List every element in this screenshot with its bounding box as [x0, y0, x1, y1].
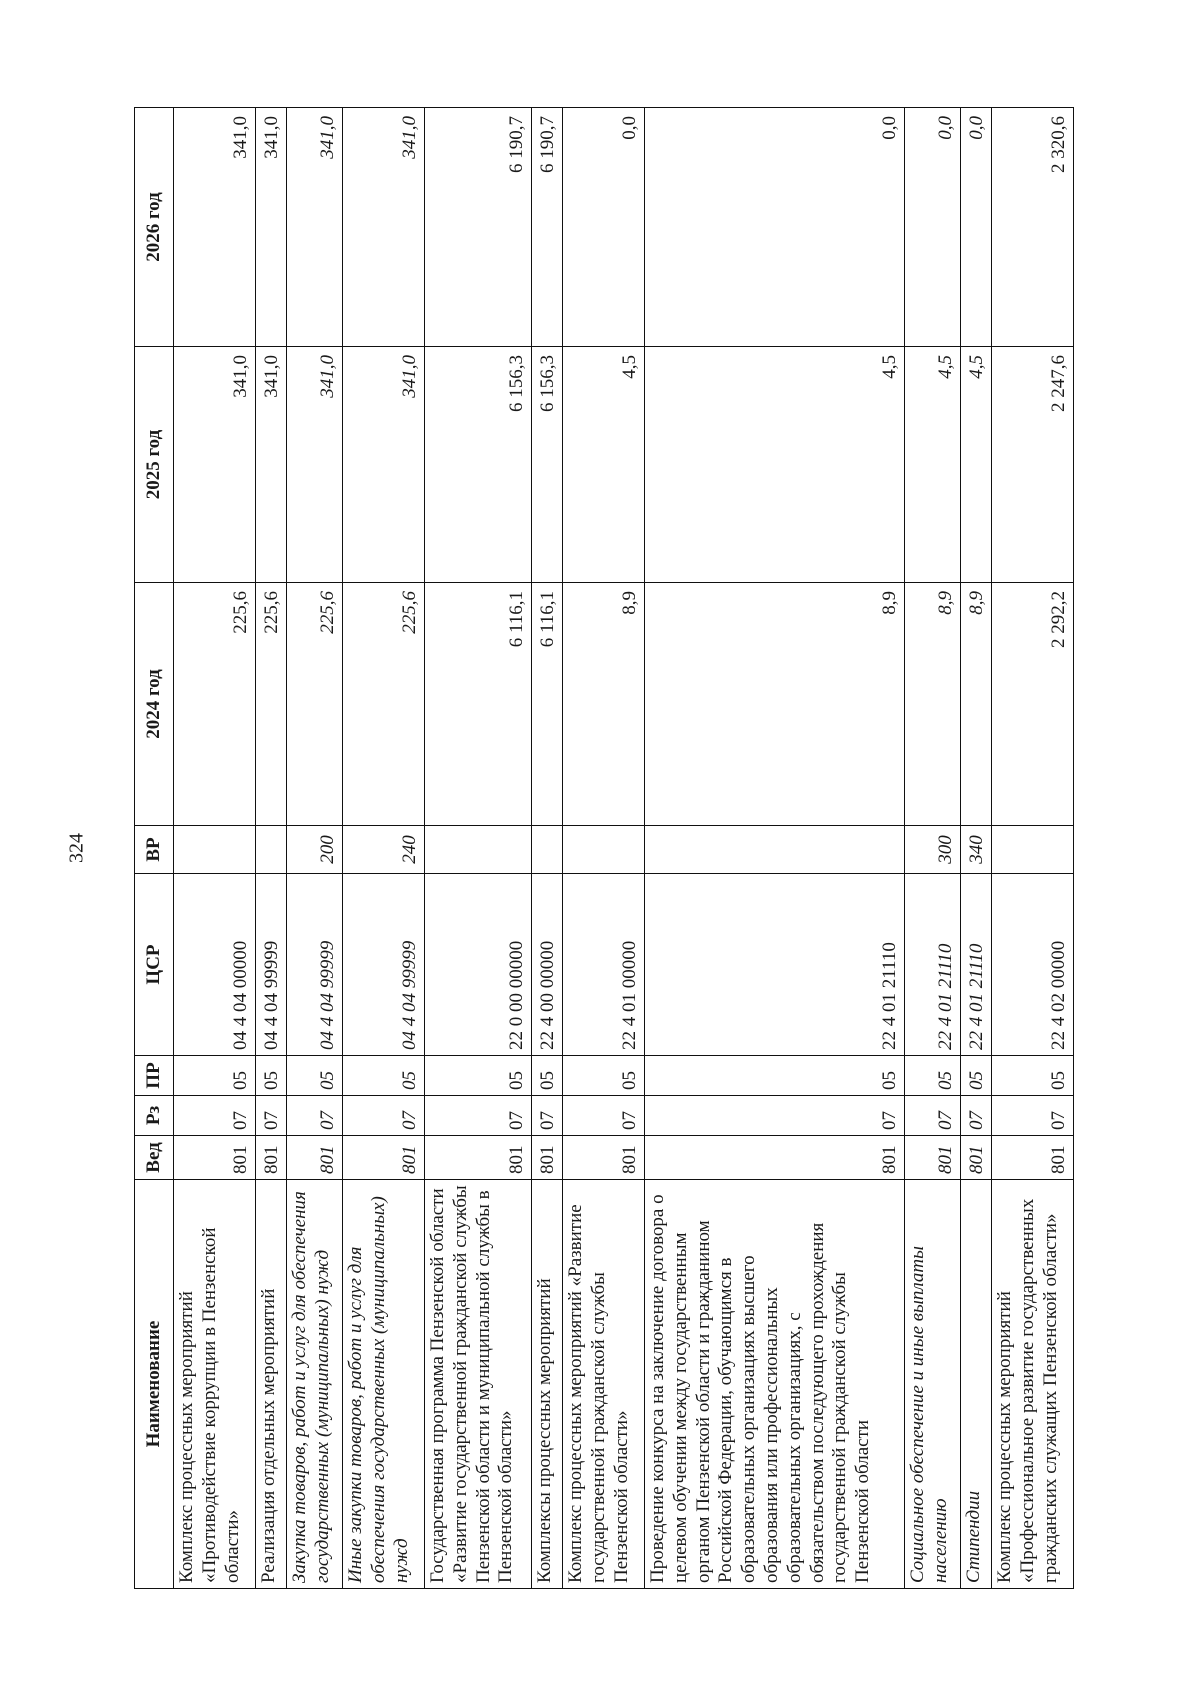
row-2025-cell: 6 156,3: [425, 347, 532, 583]
row-pr-cell: 05: [904, 1056, 960, 1096]
row-2026-cell: 341,0: [174, 108, 256, 347]
row-rz-cell: 07: [904, 1096, 960, 1136]
header-rz: Рз: [135, 1096, 174, 1136]
rotated-table-frame: [134, 108, 1074, 1589]
row-vr-cell: 200: [286, 826, 342, 874]
row-name-cell: Комплекс процессных мероприятий «Профессиональное развитие государственных гражданских служащих Пензенской области»: [992, 1180, 1074, 1589]
row-rz-cell: 07: [343, 1096, 425, 1136]
header-pr: ПР: [135, 1056, 174, 1096]
row-2024-cell: 225,6: [174, 583, 256, 826]
row-rz-cell: 07: [992, 1096, 1074, 1136]
table-header-row: [135, 108, 174, 1589]
row-name-cell: Реализация отдельных мероприятий: [255, 1180, 286, 1589]
row-vr-cell: 240: [343, 826, 425, 874]
header-2025: 2025 год: [135, 347, 174, 583]
row-vr-cell: [255, 826, 286, 874]
page-number: 324: [65, 833, 88, 863]
header-csr: ЦСР: [135, 874, 174, 1056]
row-2024-cell: 225,6: [286, 583, 342, 826]
row-name-cell: Государственная программа Пензенской области «Развитие государственной гражданской службы Пензенской области и муниципальной службы в Пензенской области»: [425, 1180, 532, 1589]
row-name-cell: Социальное обеспечение и иные выплаты населению: [904, 1180, 960, 1589]
row-ved-cell: 801: [425, 1136, 532, 1180]
row-2024-cell: 6 116,1: [532, 583, 563, 826]
row-2026-cell: 0,0: [961, 108, 992, 347]
row-2025-cell: 6 156,3: [532, 347, 563, 583]
table-row: [904, 108, 960, 1589]
row-2025-cell: 2 247,6: [992, 347, 1074, 583]
row-2024-cell: 2 292,2: [992, 583, 1074, 826]
row-pr-cell: 05: [961, 1056, 992, 1096]
row-2026-cell: 0,0: [904, 108, 960, 347]
table-row: [174, 108, 256, 1589]
row-2025-cell: 4,5: [904, 347, 960, 583]
row-name-cell: Проведение конкурса на заключение договора о целевом обучении между государственным органом Пензенской области и гражданином Российской Федерации, обучающимся в образовательных организациях высшего образования или профессиональных образовательных организациях, с обязательством последующего прохождения государственной гражданской службы Пензенской области: [645, 1180, 905, 1589]
row-name-cell: Закупка товаров, работ и услуг для обеспечения государственных (муниципальных) нужд: [286, 1180, 342, 1589]
row-2026-cell: 0,0: [563, 108, 645, 347]
budget-table-container: [134, 108, 1074, 1589]
row-csr-cell: 22 4 02 00000: [992, 874, 1074, 1056]
row-name-cell: Комплекс процессных мероприятий «Противодействие коррупции в Пензенской области»: [174, 1180, 256, 1589]
row-2025-cell: 341,0: [286, 347, 342, 583]
header-name: Наименование: [135, 1180, 174, 1589]
row-pr-cell: 05: [992, 1056, 1074, 1096]
row-csr-cell: 04 4 04 99999: [286, 874, 342, 1056]
row-name-cell: Комплексы процессных мероприятий: [532, 1180, 563, 1589]
row-csr-cell: 22 4 00 00000: [532, 874, 563, 1056]
table-row: [286, 108, 342, 1589]
row-rz-cell: 07: [425, 1096, 532, 1136]
row-2024-cell: 225,6: [255, 583, 286, 826]
header-vr: ВР: [135, 826, 174, 874]
row-csr-cell: 22 4 01 21110: [645, 874, 905, 1056]
row-csr-cell: 22 4 01 21110: [904, 874, 960, 1056]
row-2026-cell: 0,0: [645, 108, 905, 347]
row-2024-cell: 8,9: [904, 583, 960, 826]
row-2024-cell: 6 116,1: [425, 583, 532, 826]
budget-table: [134, 107, 1074, 1589]
row-2026-cell: 341,0: [255, 108, 286, 347]
row-2024-cell: 8,9: [961, 583, 992, 826]
row-2025-cell: 4,5: [645, 347, 905, 583]
row-vr-cell: 300: [904, 826, 960, 874]
row-csr-cell: 04 4 04 99999: [343, 874, 425, 1056]
row-rz-cell: 07: [174, 1096, 256, 1136]
row-vr-cell: [992, 826, 1074, 874]
row-2024-cell: 8,9: [563, 583, 645, 826]
table-row: [425, 108, 532, 1589]
table-body: [174, 108, 1074, 1589]
row-rz-cell: 07: [255, 1096, 286, 1136]
row-2026-cell: 341,0: [286, 108, 342, 347]
row-csr-cell: 22 0 00 00000: [425, 874, 532, 1056]
row-pr-cell: 05: [343, 1056, 425, 1096]
row-rz-cell: 07: [563, 1096, 645, 1136]
row-ved-cell: 801: [255, 1136, 286, 1180]
row-ved-cell: 801: [904, 1136, 960, 1180]
row-rz-cell: 07: [532, 1096, 563, 1136]
table-row: [343, 108, 425, 1589]
row-2025-cell: 4,5: [961, 347, 992, 583]
table-row: [532, 108, 563, 1589]
row-pr-cell: 05: [286, 1056, 342, 1096]
row-csr-cell: 22 4 01 00000: [563, 874, 645, 1056]
row-ved-cell: 801: [532, 1136, 563, 1180]
table-row: [255, 108, 286, 1589]
row-2024-cell: 225,6: [343, 583, 425, 826]
row-csr-cell: 04 4 04 00000: [174, 874, 256, 1056]
row-vr-cell: [425, 826, 532, 874]
row-2026-cell: 2 320,6: [992, 108, 1074, 347]
row-2026-cell: 341,0: [343, 108, 425, 347]
row-pr-cell: 05: [532, 1056, 563, 1096]
table-row: [563, 108, 645, 1589]
row-2025-cell: 341,0: [255, 347, 286, 583]
row-name-cell: Комплекс процессных мероприятий «Развитие государственной гражданской службы Пензенской области»: [563, 1180, 645, 1589]
header-ved: Вед: [135, 1136, 174, 1180]
row-pr-cell: 05: [255, 1056, 286, 1096]
row-2024-cell: 8,9: [645, 583, 905, 826]
row-ved-cell: 801: [174, 1136, 256, 1180]
row-pr-cell: 05: [425, 1056, 532, 1096]
row-vr-cell: [532, 826, 563, 874]
row-2025-cell: 341,0: [343, 347, 425, 583]
row-rz-cell: 07: [961, 1096, 992, 1136]
table-row: [961, 108, 992, 1589]
row-pr-cell: 05: [174, 1056, 256, 1096]
row-ved-cell: 801: [961, 1136, 992, 1180]
row-vr-cell: [563, 826, 645, 874]
row-name-cell: Иные закупки товаров, работ и услуг для обеспечения государственных (муниципальных) нужд: [343, 1180, 425, 1589]
row-2026-cell: 6 190,7: [425, 108, 532, 347]
table-row: [645, 108, 905, 1589]
row-vr-cell: [174, 826, 256, 874]
header-2026: 2026 год: [135, 108, 174, 347]
header-2024: 2024 год: [135, 583, 174, 826]
row-2025-cell: 4,5: [563, 347, 645, 583]
table-row: [992, 108, 1074, 1589]
row-2026-cell: 6 190,7: [532, 108, 563, 347]
row-pr-cell: 05: [645, 1056, 905, 1096]
row-pr-cell: 05: [563, 1056, 645, 1096]
row-rz-cell: 07: [286, 1096, 342, 1136]
row-vr-cell: 340: [961, 826, 992, 874]
row-ved-cell: 801: [645, 1136, 905, 1180]
row-csr-cell: 04 4 04 99999: [255, 874, 286, 1056]
row-2025-cell: 341,0: [174, 347, 256, 583]
row-ved-cell: 801: [992, 1136, 1074, 1180]
row-ved-cell: 801: [563, 1136, 645, 1180]
row-csr-cell: 22 4 01 21110: [961, 874, 992, 1056]
row-rz-cell: 07: [645, 1096, 905, 1136]
row-ved-cell: 801: [286, 1136, 342, 1180]
row-vr-cell: [645, 826, 905, 874]
row-ved-cell: 801: [343, 1136, 425, 1180]
row-name-cell: Стипендии: [961, 1180, 992, 1589]
